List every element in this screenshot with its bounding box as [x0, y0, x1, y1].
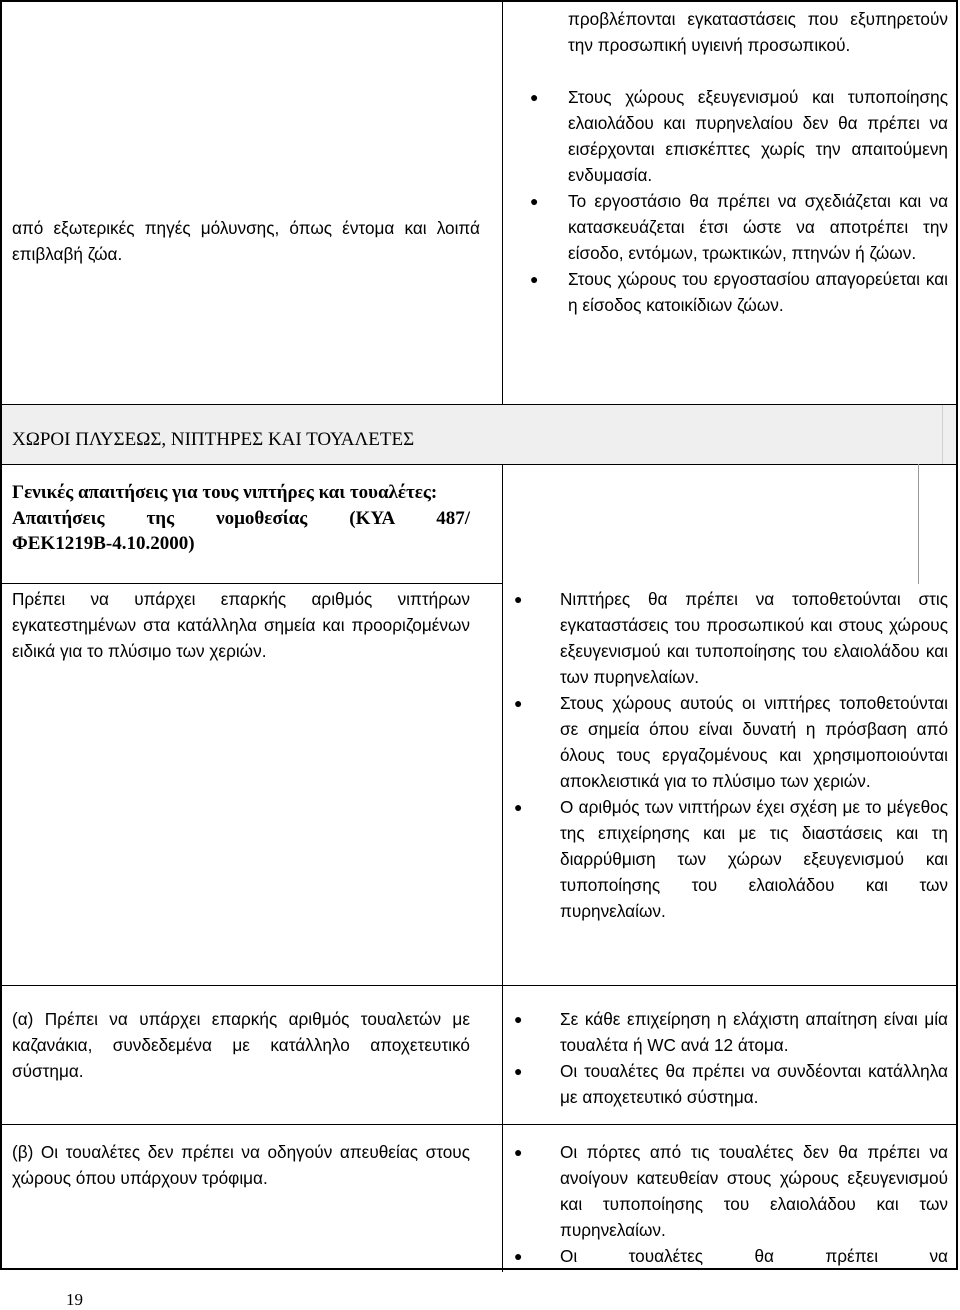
row5-right-cell	[504, 1125, 956, 1270]
general-heading	[12, 480, 470, 557]
row5-bullet-list	[514, 1139, 948, 1269]
bullet-icon: ●	[514, 695, 523, 711]
row3-left-text: Πρέπει να υπάρχει επαρκής αριθμός νιπτήρων εγκατεστημένων στα κατάλληλα σημεία και προοριζομένων ειδικά για το πλύσιμο των χεριών.	[12, 589, 470, 661]
list-item	[514, 1243, 948, 1269]
bullet-icon: ●	[514, 1063, 523, 1079]
row4-left-text: (α) Πρέπει να υπάρχει επαρκής αριθμός τουαλετών με καζανάκια, συνδεδεμένα με κατάλληλο αποχετευτικό σύστημα.	[12, 1009, 470, 1081]
row4-bullet-list	[514, 1006, 948, 1110]
bullet-text: Το εργοστάσιο θα πρέπει να σχεδιάζεται και να κατασκευάζεται έτσι ώστε να αποτρέπει την είσοδο, εντόμων, τρωκτικών, πτηνών ή ζώων.	[568, 191, 948, 263]
row3-left-cell	[2, 584, 502, 985]
list-item	[514, 794, 948, 924]
bullet-text: Νιπτήρες θα πρέπει να τοποθετούνται στις εγκαταστάσεις του προσωπικού και στους χώρους εξευγενισμού και τυποποίησης του ελαιολάδου και των πυρηνελαίων.	[560, 589, 948, 687]
section-title: ΧΩΡΟΙ ΠΛΥΣΕΩΣ, ΝΙΠΤΗΡΕΣ ΚΑΙ ΤΟΥΑΛΕΤΕΣ	[12, 429, 415, 450]
column-divider	[502, 2, 503, 404]
bullet-icon: ●	[514, 1144, 523, 1160]
list-item	[530, 266, 948, 318]
bullet-text: Οι τουαλέτες θα πρέπει να συνδέονται κατάλληλα με αποχετευτικό σύστημα.	[560, 1061, 948, 1107]
row5-left-text: (β) Οι τουαλέτες δεν πρέπει να οδηγούν απευθείας στους χώρους όπου υπάρχουν τρόφιμα.	[12, 1142, 470, 1188]
page-number: 19	[66, 1290, 83, 1309]
row1-bullet-list	[530, 84, 948, 318]
row3-bullet-list	[514, 586, 948, 924]
list-item	[514, 1006, 948, 1058]
general-requirements-title: Γενικές απαιτήσεις για τους νιπτήρες και τουαλέτες:	[12, 482, 438, 503]
bullet-icon: ●	[514, 799, 523, 815]
cell-edge	[918, 464, 919, 584]
row1-right-cell	[504, 2, 956, 404]
row1-left-cell	[2, 2, 502, 404]
bullet-icon: ●	[530, 271, 539, 287]
bullet-icon: ●	[514, 1011, 523, 1027]
row5-left-cell	[2, 1125, 502, 1270]
bullet-text: Οι πόρτες από τις τουαλέτες δεν θα πρέπει να ανοίγουν κατευθείαν στους χώρους εξευγενισμού και τυποποίησης του ελαιολάδου και των πυρηνελαίων.	[560, 1142, 948, 1240]
bullet-text: Σε κάθε επιχείρηση η ελάχιστη απαίτηση είναι μία τουαλέτα ή WC ανά 12 άτομα.	[560, 1009, 948, 1055]
row4-right-cell	[504, 986, 956, 1124]
list-item	[514, 1139, 948, 1243]
bullet-text: Στους χώρους εξευγενισμού και τυποποίησης ελαιολάδου και πυρηνελαίου δεν θα πρέπει να εισέρχονται επισκέπτες χωρίς την απαιτούμενη ενδυμασία.	[568, 87, 948, 185]
legislation-reference: Απαιτήσεις της νομοθεσίας (ΚΥΑ 487/ΦΕΚ1219Β-4.10.2000)	[12, 507, 470, 554]
row1-left-text: από εξωτερικές πηγές μόλυνσης, όπως έντομα και λοιπά επιβλαβή ζώα.	[12, 218, 480, 264]
list-item	[514, 690, 948, 794]
column-divider	[502, 464, 503, 1272]
bullet-text: Ο αριθμός των νιπτήρων έχει σχέση με το μέγεθος της επιχείρησης και με τις διαστάσεις και τη διαρρύθμιση των χώρων εξευγενισμού και τυποποίησης του ελαιολάδου και των πυρηνελαίων.	[560, 797, 948, 921]
bullet-icon: ●	[514, 1248, 523, 1264]
row4-left-cell	[2, 986, 502, 1124]
list-item	[530, 84, 948, 188]
section-heading-row	[2, 405, 956, 464]
heading-edge	[942, 405, 943, 464]
bullet-icon: ●	[530, 89, 539, 105]
bullet-text: Στους χώρους του εργοστασίου απαγορεύεται και η είσοδος κατοικίδιων ζώων.	[568, 269, 948, 315]
list-item	[514, 1058, 948, 1110]
general-requirements-cell	[2, 465, 502, 583]
bullet-icon: ●	[530, 193, 539, 209]
row1-right-intro: προβλέπονται εγκαταστάσεις που εξυπηρετούν την προσωπική υγιεινή προσωπικού.	[568, 9, 948, 55]
list-item	[530, 188, 948, 266]
list-item	[514, 586, 948, 690]
bullet-icon: ●	[514, 591, 523, 607]
bullet-text: Στους χώρους αυτούς οι νιπτήρες τοποθετούνται σε σημεία όπου είναι δυνατή η πρόσβαση από όλους τους εργαζομένους και χρησιμοποιούνται αποκλειστικά για το πλύσιμο των χεριών.	[560, 693, 948, 791]
bullet-text: Οι τουαλέτες θα πρέπει να	[560, 1246, 948, 1266]
row3-right-cell	[504, 584, 956, 985]
